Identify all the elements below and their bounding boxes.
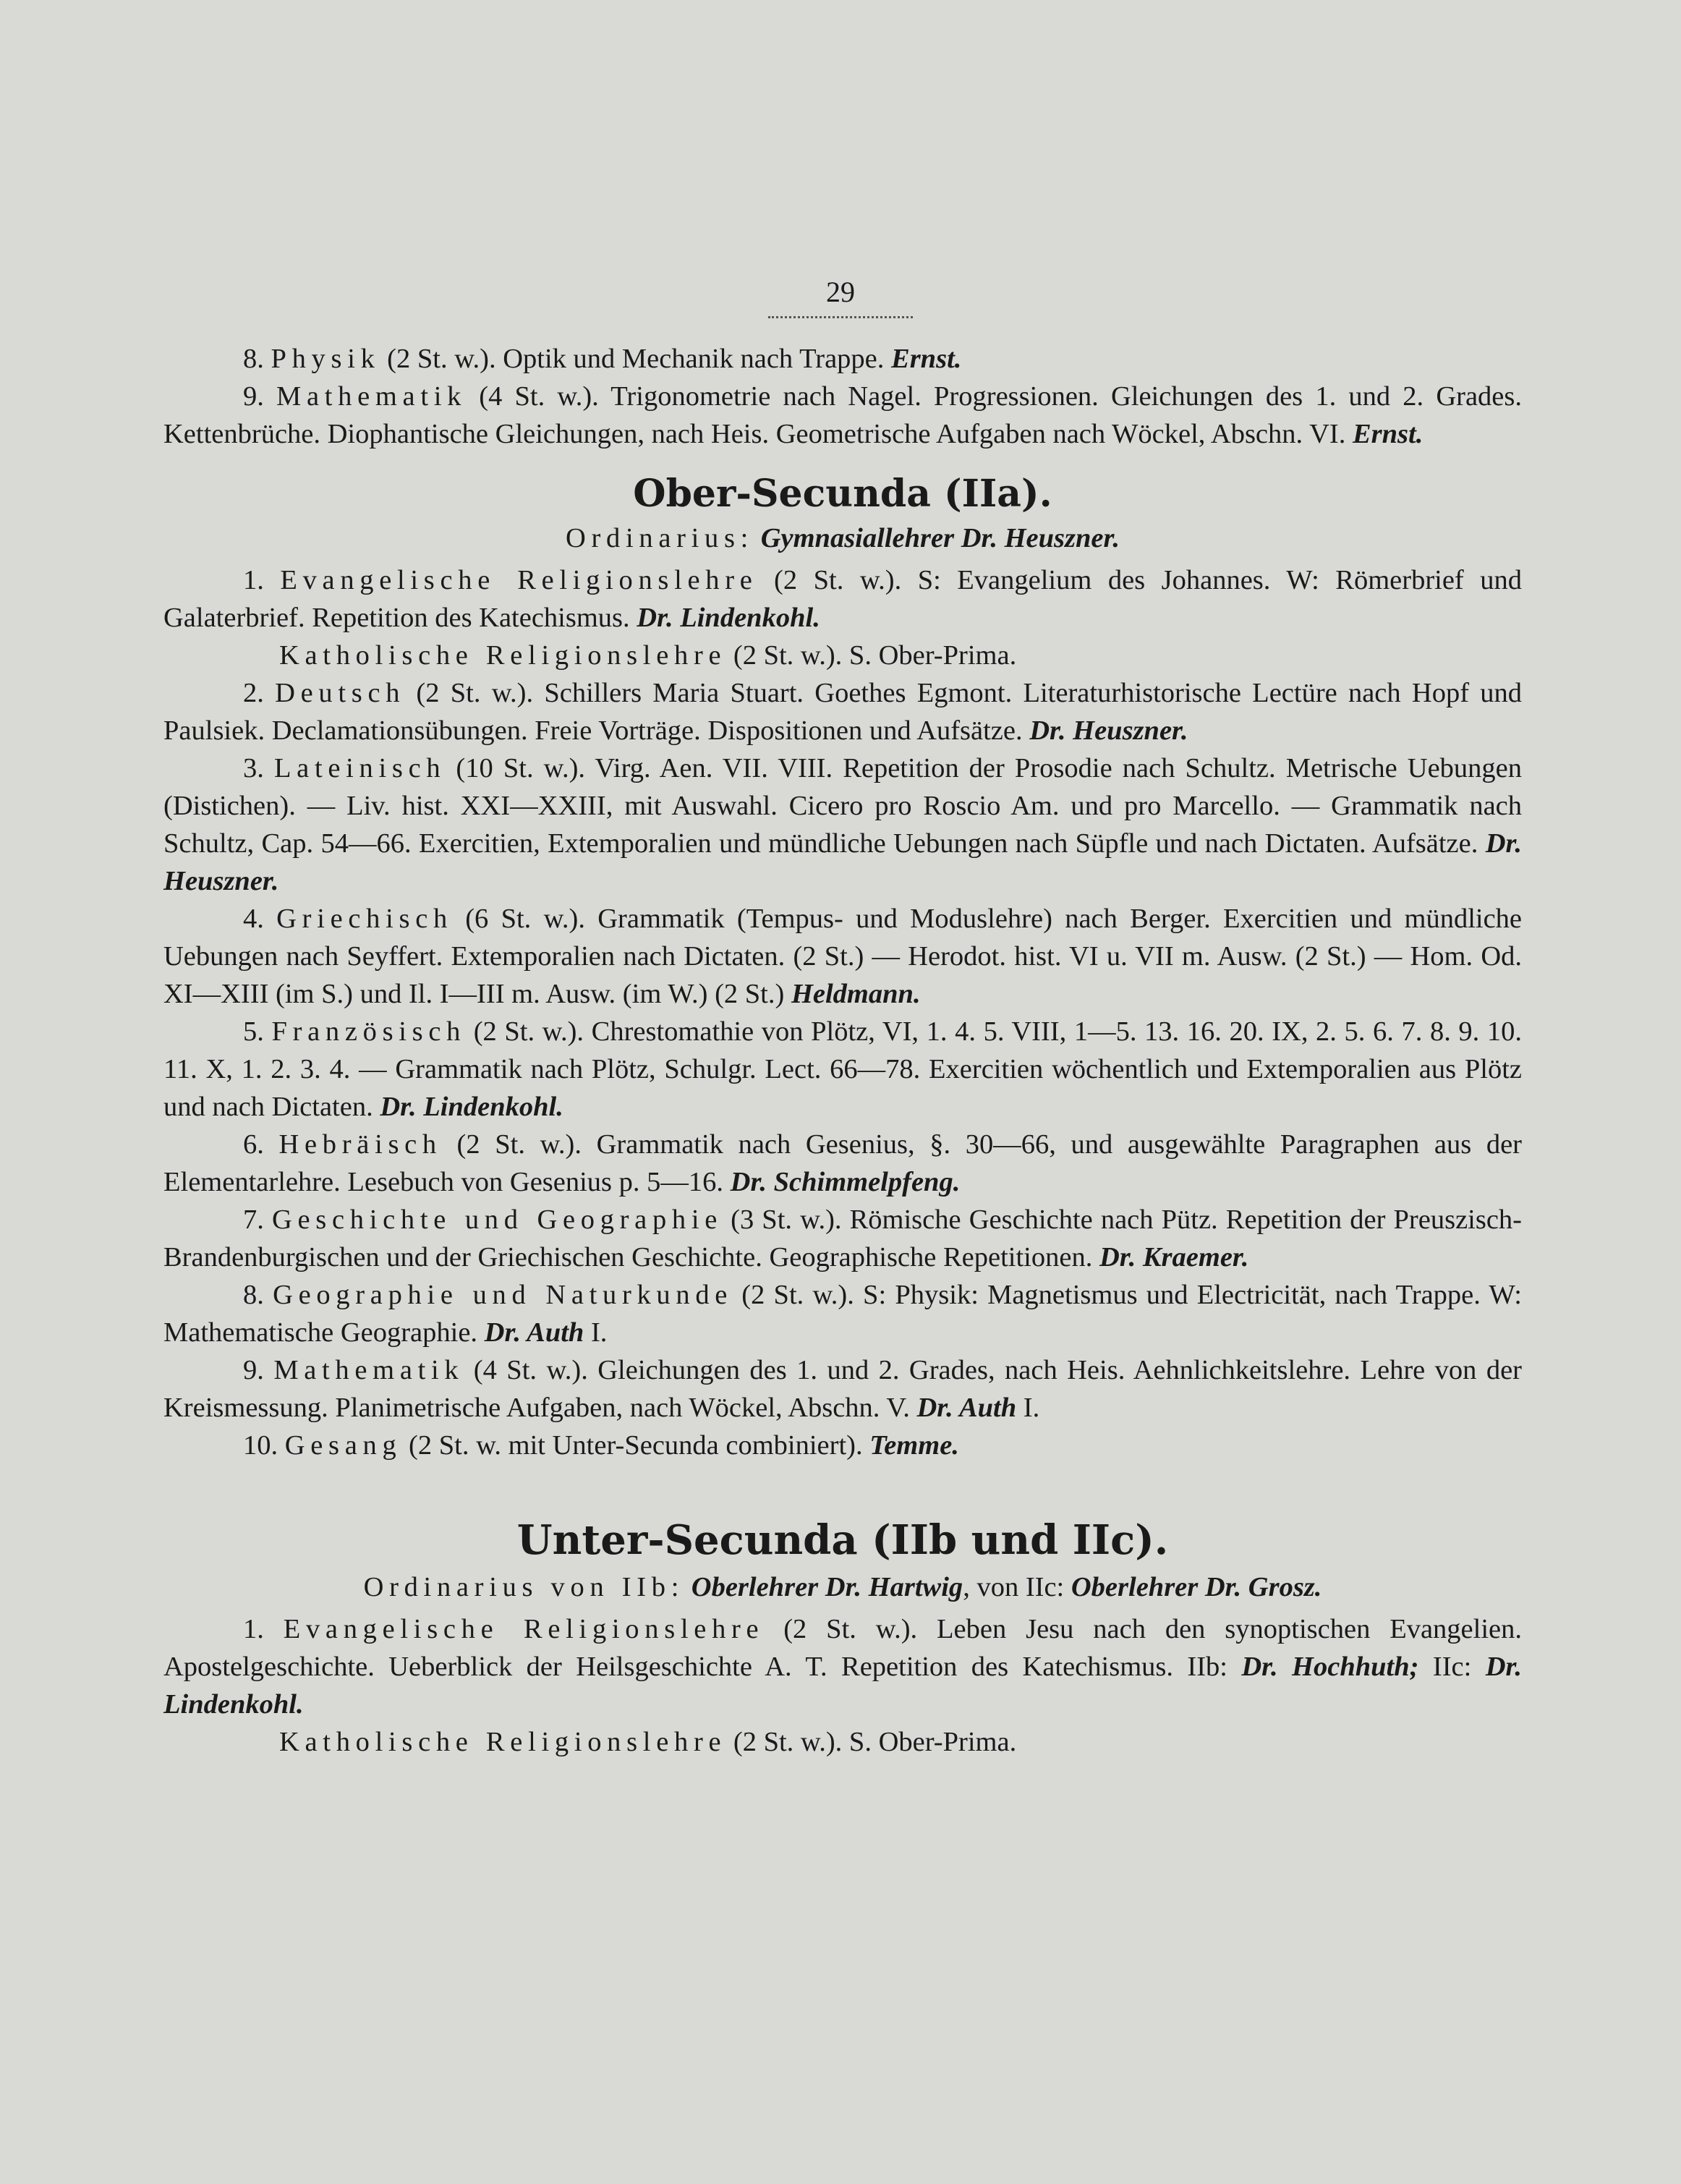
prev-item-mathematik: 9. Mathematik (4 St. w.). Trigonometrie nach Nagel. Progressionen. Gleichungen des 1. und 2. Grades. Kettenbrüche. Diophantische Gleichungen, nach Heis. Geometrische Aufgaben nach Wöckel, Abschn. VI. Ernst. xyxy=(163,381,1522,449)
course-item: 1. Evangelische Religionslehre (2 St. w.). S: Evangelium des Johannes. W: Römerbrief und Galaterbrief. Repetition des Katechismus. Dr. Lindenkohl. xyxy=(163,565,1522,633)
course-item: 5. Französisch (2 St. w.). Chrestomathie von Plötz, VI, 1. 4. 5. VIII, 1—5. 13. 16. 20. IX, 2. 5. 6. 7. 8. 9. 10. 11. X, 1. 2. 3. 4. — Grammatik nach Plötz, Schulgr. Lect. 66—78. Exercitien wöchentlich und Extemporalien aus Plötz und nach Dictaten. Dr. Lindenkohl. xyxy=(163,1016,1523,1122)
page-number: 29 xyxy=(0,275,1681,318)
course-item: 9. Mathematik (4 St. w.). Gleichungen des 1. und 2. Grades, nach Heis. Aehnlichkeitslehre. Lehre von der Kreismessung. Planimetrische Aufgaben, nach Wöckel, Abschn. V. Dr. Auth I. xyxy=(163,1355,1522,1423)
course-item: 7. Geschichte und Geographie (3 St. w.). Römische Geschichte nach Pütz. Repetition der Preuszisch-Brandenburgischen und der Griechischen Geschichte. Geographische Repetitionen. Dr. Kraemer. xyxy=(163,1204,1522,1272)
course-item: 4. Griechisch (6 St. w.). Grammatik (Tempus- und Moduslehre) nach Berger. Exercitien und mündliche Uebungen nach Seyffert. Extemporalien nach Dictaten. (2 St.) — Herodot. hist. VI u. VII m. Ausw. (2 St.) — Hom. Od. XI—XIII (im S.) und Il. I—III m. Ausw. (im W.) (2 St.) Heldmann. xyxy=(163,904,1523,1009)
course-item: 8. Geographie und Naturkunde (2 St. w.). S: Physik: Magnetismus und Electricität, nach Trappe. W: Mathematische Geographie. Dr. Auth I. xyxy=(163,1280,1522,1348)
ornament-underline xyxy=(768,309,913,318)
course-item: 10. Gesang (2 St. w. mit Unter-Secunda combiniert). Temme. xyxy=(243,1430,959,1461)
page-body xyxy=(163,340,1522,1761)
course-item-katholisch: Katholische Religionslehre (2 St. w.). S. Ober-Prima. xyxy=(279,1727,1017,1757)
course-item-katholisch: Katholische Religionslehre (2 St. w.). S. Ober-Prima. xyxy=(279,640,1017,671)
ordinarius-line: Ordinarius von IIb: Oberlehrer Dr. Hartwig, von IIc: Oberlehrer Dr. Grosz. xyxy=(363,1572,1322,1602)
section-heading-ober-secunda: Ober-Secunda (IIa). xyxy=(633,472,1052,516)
course-item: 6. Hebräisch (2 St. w.). Grammatik nach Gesenius, §. 30—66, und ausgewählte Paragraphen aus der Elementarlehre. Lesebuch von Gesenius p. 5—16. Dr. Schimmelpfeng. xyxy=(163,1129,1522,1197)
course-item: 2. Deutsch (2 St. w.). Schillers Maria Stuart. Goethes Egmont. Literaturhistorische Lectüre nach Hopf und Paulsiek. Declamationsübungen. Freie Vorträge. Dispositionen und Aufsätze. Dr. Heuszner. xyxy=(163,678,1523,746)
course-item: 1. Evangelische Religionslehre (2 St. w.). Leben Jesu nach den synoptischen Evangelien. Apostelgeschichte. Ueberblick der Heilsgeschichte A. T. Repetition des Katechismus. IIb: Dr. Hochhuth; IIc: Dr. Lindenkohl. xyxy=(163,1614,1523,1720)
prev-item-physik: 8. Physik (2 St. w.). Optik und Mechanik nach Trappe. Ernst. xyxy=(243,344,962,374)
ordinarius-line: Ordinarius: Gymnasiallehrer Dr. Heuszner. xyxy=(566,523,1120,553)
section-heading-unter-secunda: Unter-Secunda (IIb und IIc). xyxy=(516,1516,1169,1564)
course-item: 3. Lateinisch (10 St. w.). Virg. Aen. VII. VIII. Repetition der Prosodie nach Schultz. Metrische Uebungen (Distichen). — Liv. hist. XXI—XXIII, mit Auswahl. Cicero pro Roscio Am. und pro Marcello. — Grammatik nach Schultz, Cap. 54—66. Exercitien, Extemporalien und mündliche Uebungen nach Süpfle und nach Dictaten. Aufsätze. Dr. Heuszner. xyxy=(163,753,1523,896)
